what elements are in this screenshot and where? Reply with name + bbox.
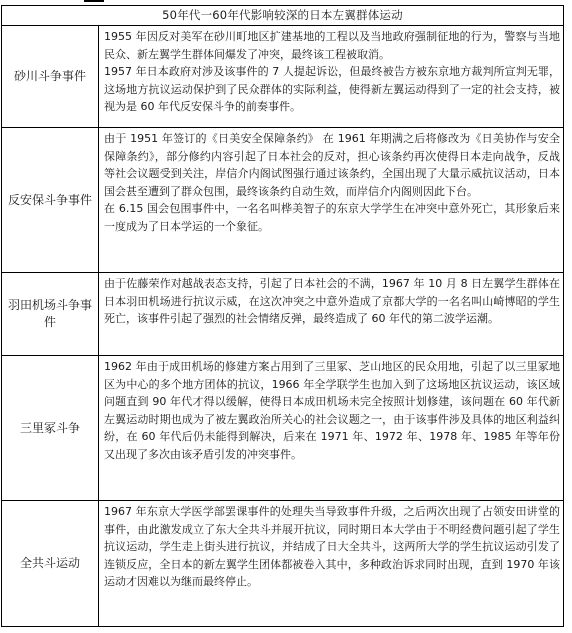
- event-name: 反安保斗争事件: [2, 128, 99, 273]
- event-name: 三里冢斗争: [2, 356, 99, 501]
- table-row: [2, 26, 564, 128]
- table-row: [2, 501, 564, 627]
- table-row: [2, 356, 564, 501]
- table-title: 50年代一60年代影响较深的日本左翼群体运动: [2, 6, 564, 26]
- event-name: 砂川斗争事件: [2, 26, 99, 128]
- description-paragraph: 1955 年因反对美军在砂川町地区扩建基地的工程以及当地政府强制征地的行为，警察与当地民众、新左翼学生群体间爆发了冲突，最终该工程被取消。: [104, 30, 560, 61]
- event-name: 全共斗运动: [2, 501, 99, 627]
- movements-table: [1, 5, 564, 627]
- description-paragraph: 由于 1951 年签订的《日美安全保障条约》 在 1961 年期满之后将修改为《日美协作与安全保障条约》，部分修约内容引起了日本社会的反对，担心该条约再次使得日本走向战争，反战等社会议题受到关注，岸信介内阁试图强行通过该条约，全国出现了大量示威抗议活动，日本国会甚至遭到了群众包围，最终该条约自动生效，而岸信介内阁则因此下台。: [104, 132, 560, 198]
- table-row: [2, 128, 564, 273]
- description-paragraph: 由于佐藤荣作对越战表态支持，引起了日本社会的不满，1967 年 10 月 8 日左翼学生群体在日本羽田机场进行抗议示威，在这次冲突之中意外造成了京都大学的一名名叫山崎博昭的学生死亡，该事件引起了强烈的社会情绪反弹，最终造成了 60 年代的第二波学运潮。: [104, 277, 560, 326]
- top-edge-mark: [84, 0, 104, 2]
- description-paragraph: 在 6.15 国会包围事件中，一名名叫桦美智子的东京大学学生在冲突中意外死亡，其形象后来一度成为了日本学运的一个象征。: [104, 202, 560, 233]
- description-paragraph: 1962 年由于成田机场的修建方案占用到了三里冢、芝山地区的民众用地，引起了以三里冢地区为中心的多个地方团体的抗议，1966 年全学联学生也加入到了这场地区抗议运动，该区域问题直到 90 年代才得以缓解，使得日本成田机场未完全按照计划修建，该问题在 60 年代新左翼运动时期也成为了被左翼政治所关心的社会议题之一，由于该事件涉及具体的地区利益纠纷，在 60 年代后仍未能得到解决，后来在 1971 年、1972 年、1978 年、1985 年等年份又出现了多次由该矛盾引发的冲突事件。: [104, 360, 560, 461]
- description-paragraph: 1967 年东京大学医学部罢课事件的处理失当导致事件升级，之后两次出现了占领安田讲堂的事件，由此激发成立了东大全共斗并展开抗议，同时期日本大学由于不明经费问题引起了学生抗议运动，学生走上街头进行抗议，并结成了日大全共斗，这两所大学的学生抗议运动引发了连锁反应，全日本的新左翼学生团体都被卷入其中，多种政治诉求同时出现，直到 1970 年该运动才因难以为继而最终停止。: [104, 505, 560, 589]
- event-description: [99, 128, 564, 273]
- event-description: [99, 356, 564, 501]
- table-row: [2, 273, 564, 356]
- event-description: [99, 273, 564, 356]
- event-name: 羽田机场斗争事件: [2, 273, 99, 356]
- event-description: [99, 501, 564, 627]
- description-paragraph: 1957 年日本政府对涉及该事件的 7 人提起诉讼，但最终被告方被东京地方裁判所宣判无罪，这场地方抗议运动保护到了民众群体的实际利益，使得新左翼运动得到了一定的社会支持，被视为是 60 年代反安保斗争的前奏事件。: [104, 65, 560, 114]
- event-description: [99, 26, 564, 128]
